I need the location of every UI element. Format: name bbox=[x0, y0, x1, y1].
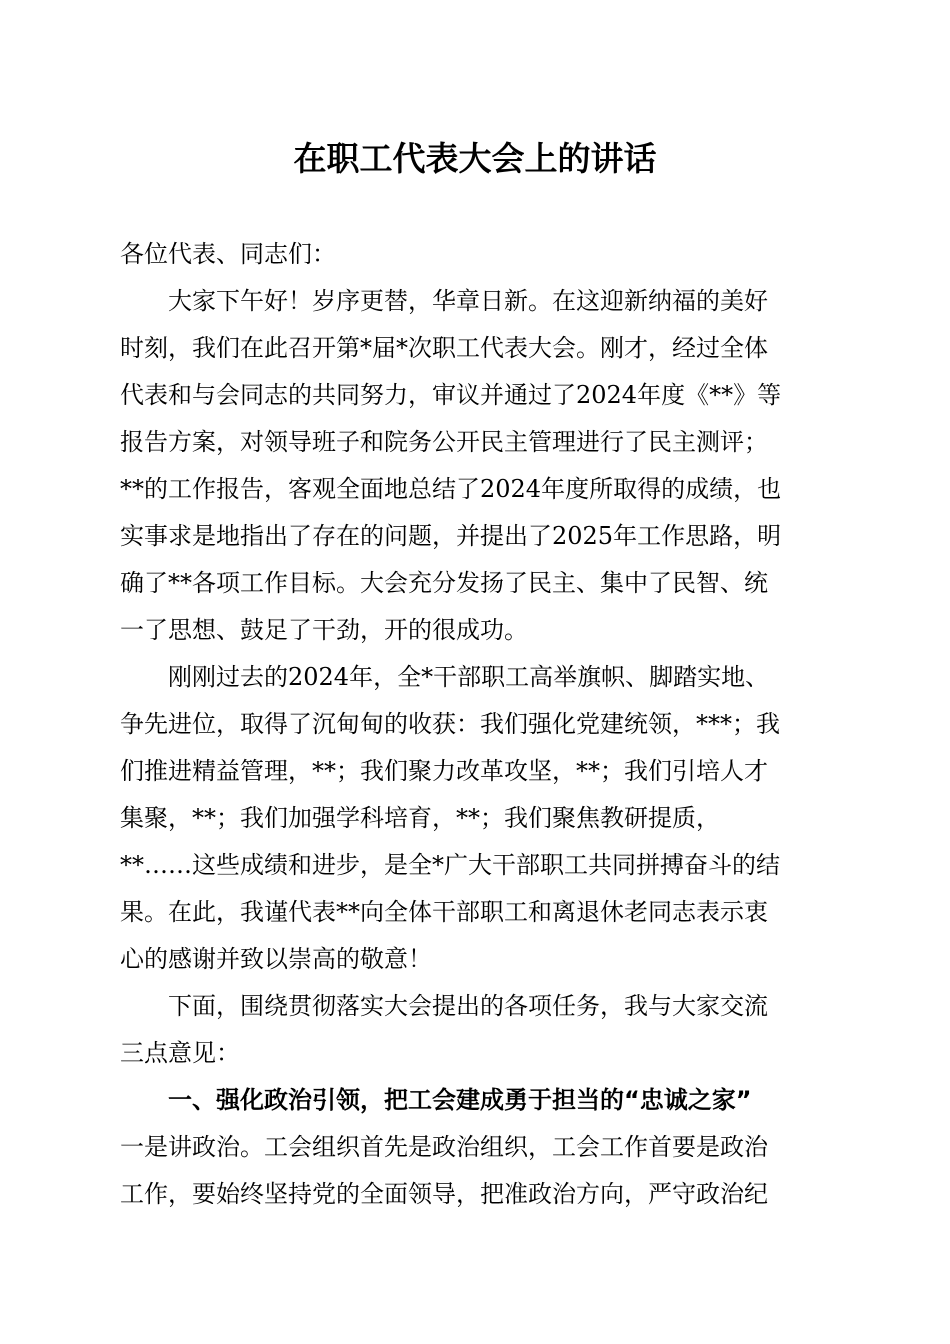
paragraph-line: 代表和与会同志的共同努力，审议并通过了2024年度《**》等 bbox=[120, 381, 782, 409]
paragraph-line: 工作，要始终坚持党的全面领导，把准政治方向，严守政治纪 bbox=[120, 1180, 768, 1208]
paragraph-line: 集聚，**；我们加强学科培育，**；我们聚焦教研提质， bbox=[120, 804, 720, 832]
salutation bbox=[120, 231, 825, 278]
paragraph-line: 实事求是地指出了存在的问题，并提出了2025年工作思路，明 bbox=[120, 522, 782, 550]
paragraph-line: 下面，围绕贯彻落实大会提出的各项任务，我与大家交流 bbox=[168, 992, 768, 1020]
document-title: 在职工代表大会上的讲话 bbox=[293, 139, 657, 178]
paragraph-line: 确了**各项工作目标。大会充分发扬了民主、集中了民智、统 bbox=[120, 569, 768, 597]
salutation-line: 各位代表、同志们： bbox=[120, 240, 336, 268]
paragraph-achievements bbox=[120, 654, 825, 983]
paragraph-opening bbox=[120, 278, 825, 654]
paragraph-line: 争先进位，取得了沉甸甸的收获：我们强化党建统领，***；我 bbox=[120, 710, 780, 738]
paragraph-line: 报告方案，对领导班子和院务公开民主管理进行了民主测评； bbox=[120, 428, 768, 456]
paragraph-line: 心的感谢并致以崇高的敬意！ bbox=[120, 945, 432, 973]
paragraph-line: 时刻，我们在此召开第*届*次职工代表大会。刚才，经过全体 bbox=[120, 334, 768, 362]
paragraph-line: 三点意见： bbox=[120, 1039, 240, 1067]
document-body bbox=[120, 231, 825, 1218]
section-heading-text: 一、强化政治引领，把工会建成勇于担当的“忠诚之家” bbox=[168, 1086, 752, 1114]
paragraph-politics bbox=[120, 1124, 825, 1218]
section-heading bbox=[120, 1077, 825, 1124]
paragraph-line: 一了思想、鼓足了干劲，开的很成功。 bbox=[120, 616, 528, 644]
paragraph-line: 一是讲政治。工会组织首先是政治组织，工会工作首要是政治 bbox=[120, 1133, 768, 1161]
paragraph-line: 大家下午好！岁序更替，华章日新。在这迎新纳福的美好 bbox=[168, 287, 768, 315]
paragraph-line: 刚刚过去的2024年，全*干部职工高举旗帜、脚踏实地、 bbox=[168, 663, 770, 691]
paragraph-line: **……这些成绩和进步，是全*广大干部职工共同拼搏奋斗的结 bbox=[120, 851, 780, 879]
paragraph-line: 们推进精益管理，**；我们聚力改革攻坚，**；我们引培人才 bbox=[120, 757, 768, 785]
paragraph-transition bbox=[120, 983, 825, 1077]
paragraph-line: **的工作报告，客观全面地总结了2024年度所取得的成绩，也 bbox=[120, 475, 782, 503]
paragraph-line: 果。在此，我谨代表**向全体干部职工和离退休老同志表示衷 bbox=[120, 898, 768, 926]
